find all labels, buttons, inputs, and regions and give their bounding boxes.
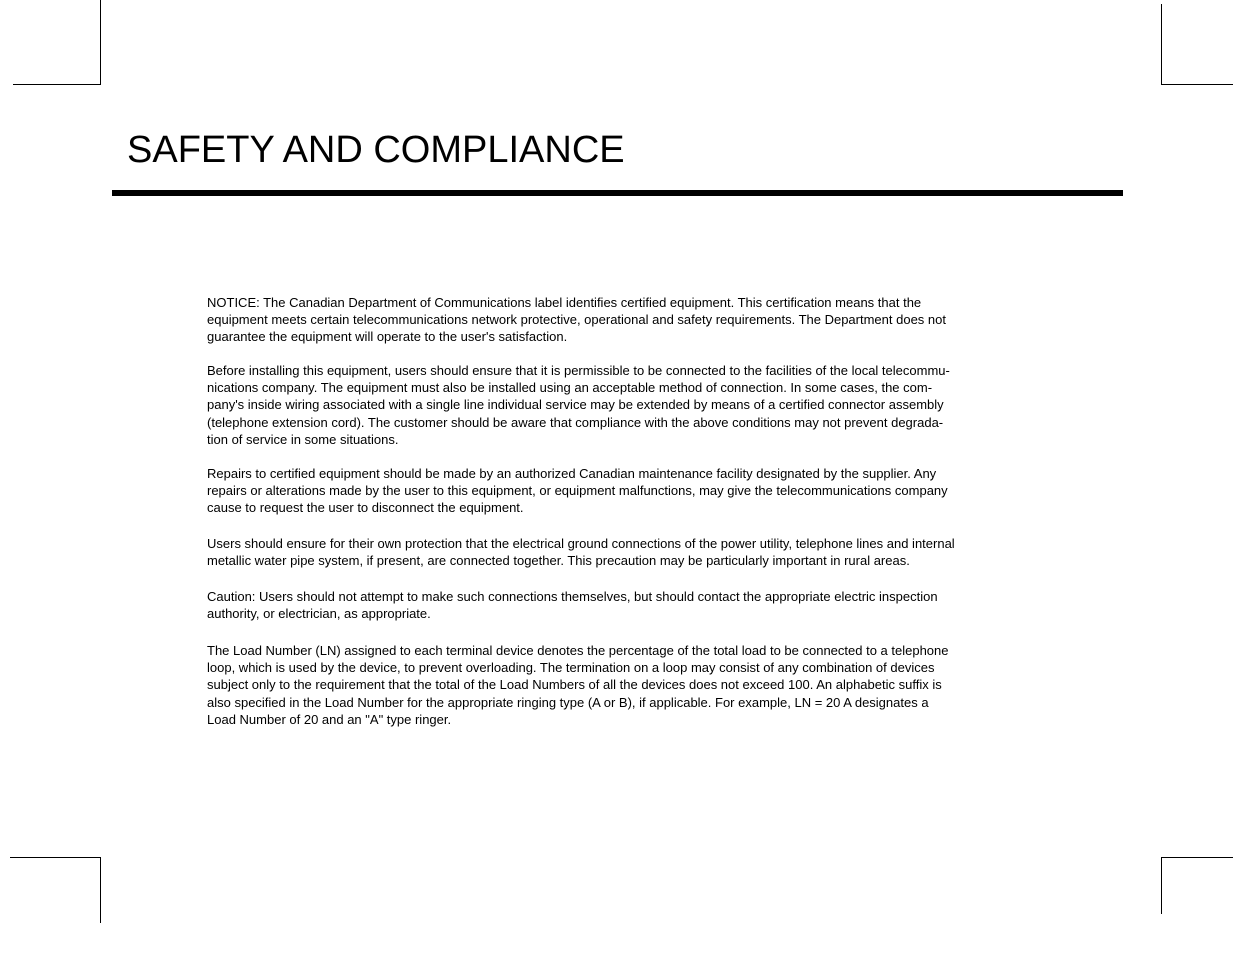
paragraph-notice: NOTICE: The Canadian Department of Communications label identifies certified equipment. This certification means that the equipment meets certain telecommunications network protective, operational and safety requirements. The Department does not guarantee the equipment will operate to the user's satisfaction. bbox=[207, 295, 946, 345]
paragraph-caution: Caution: Users should not attempt to make such connections themselves, but should contact the appropriate electric inspection authority, or electrician, as appropriate. bbox=[207, 589, 938, 622]
crop-mark-top-left-horizontal bbox=[13, 84, 101, 85]
paragraph-grounding: Users should ensure for their own protection that the electrical ground connections of the power utility, telephone lines and internal metallic water pipe system, if present, are connected together. This precaution may be particularly important in rural areas. bbox=[207, 536, 955, 569]
crop-mark-top-left-vertical bbox=[100, 0, 101, 84]
page-title: SAFETY AND COMPLIANCE bbox=[127, 129, 625, 171]
crop-mark-top-right-vertical bbox=[1161, 4, 1162, 84]
crop-mark-bottom-left-vertical bbox=[100, 857, 101, 923]
paragraph-load-number: The Load Number (LN) assigned to each terminal device denotes the percentage of the total load to be connected to a telephone loop, which is used by the device, to prevent overloading. The termination on a loop may consist of any combination of devices subject only to the requirement that the total of the Load Numbers of all the devices does not exceed 100. An alphabetic suffix is also specified in the Load Number for the appropriate ringing type (A or B), if applicable. For example, LN = 20 A designates a Load Number of 20 and an "A" type ringer. bbox=[207, 643, 949, 727]
crop-mark-top-right-horizontal bbox=[1161, 84, 1233, 85]
paragraph-repairs: Repairs to certified equipment should be made by an authorized Canadian maintenance facility designated by the supplier. Any repairs or alterations made by the user to this equipment, or equipment malfunctions, may give the telecommunications company cause to request the user to disconnect the equipment. bbox=[207, 466, 948, 516]
crop-mark-bottom-right-vertical bbox=[1161, 857, 1162, 914]
paragraph-installation: Before installing this equipment, users should ensure that it is permissible to be connected to the facilities of the local telecommu- nications company. The equipment must also be installed using an acceptable method of connection. In some cases, the com- pany's inside wiring associated with a single line individual service may be extended by means of a certified connector assembly (telephone extension cord). The customer should be aware that compliance with the above conditions may not prevent degrada- tion of service in some situations. bbox=[207, 363, 950, 447]
crop-mark-bottom-left-horizontal bbox=[10, 857, 101, 858]
crop-mark-bottom-right-horizontal bbox=[1161, 857, 1233, 858]
title-underline-rule bbox=[112, 190, 1123, 196]
